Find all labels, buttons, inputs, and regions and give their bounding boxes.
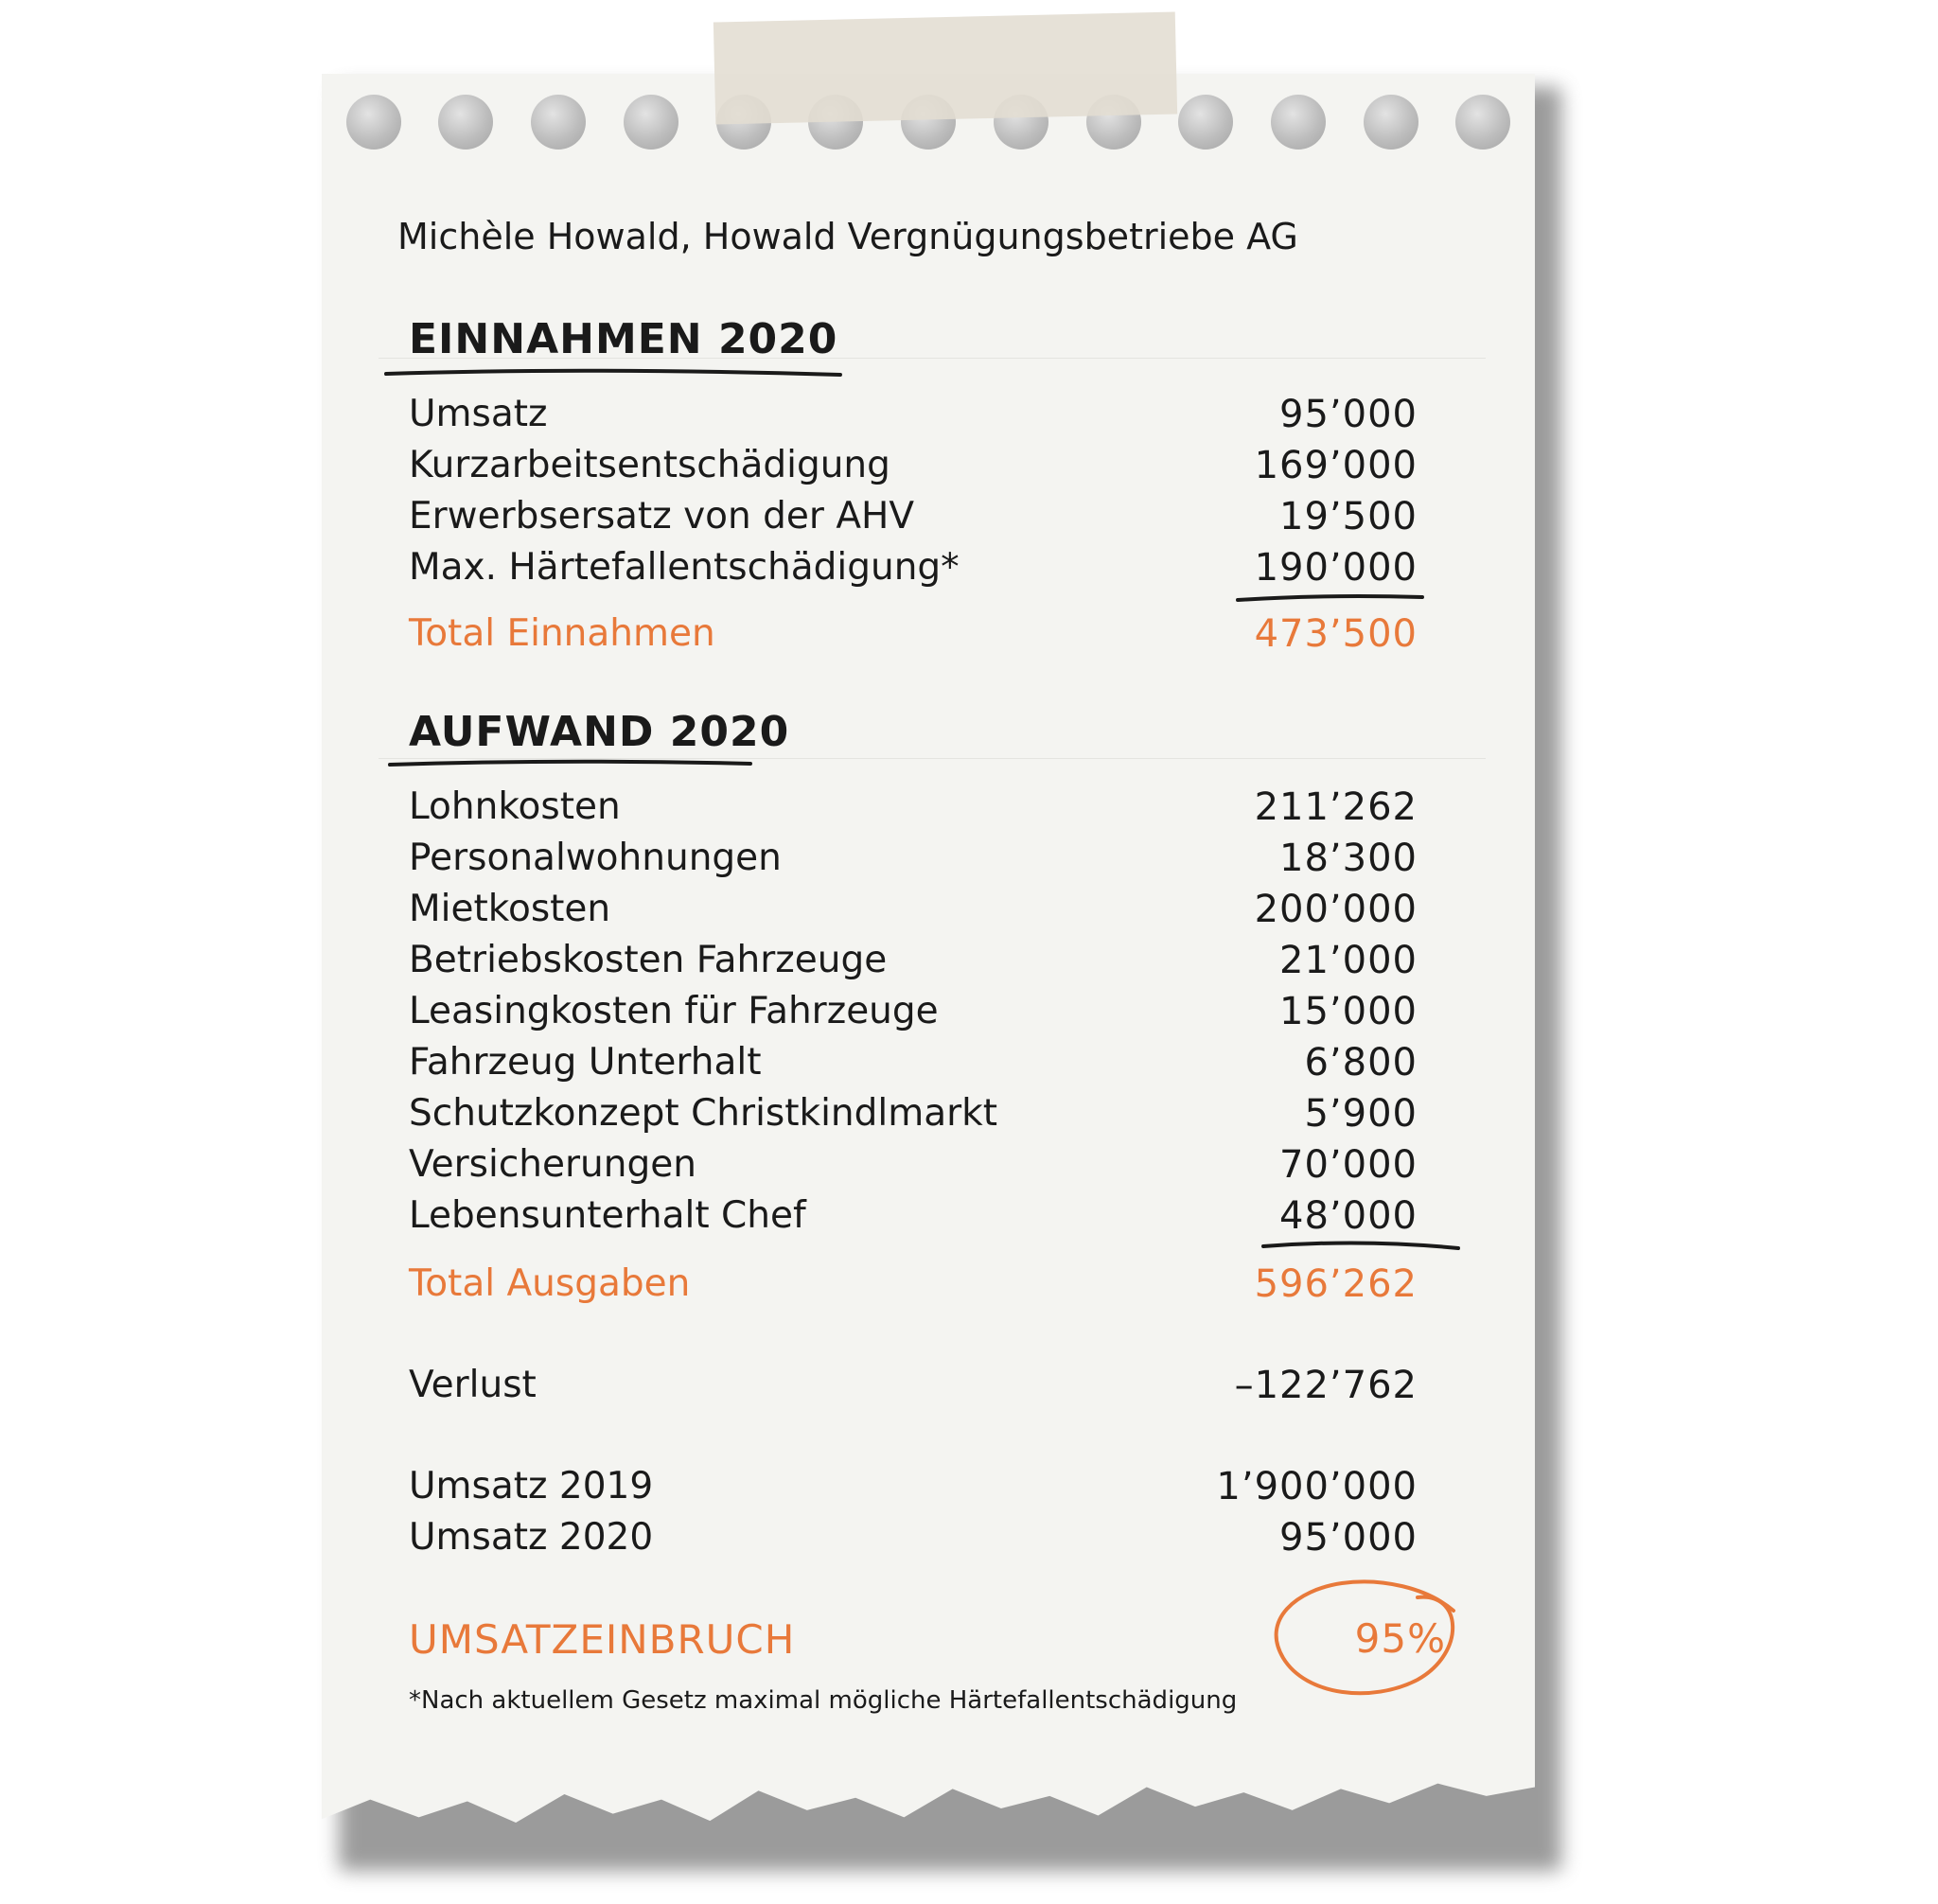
expense-item-label: Leasingkosten für Fahrzeuge: [409, 990, 939, 1032]
expense-item-label: Lebensunterhalt Chef: [409, 1194, 806, 1237]
loss-label: Verlust: [409, 1364, 537, 1406]
expense-item-value: 6’800: [1304, 1041, 1418, 1084]
expense-item-value: 48’000: [1279, 1194, 1418, 1238]
revenue-2020-value: 95’000: [1279, 1516, 1418, 1560]
expense-item-value: 21’000: [1279, 939, 1418, 982]
page-title: Michèle Howald, Howald Vergnügungsbetriebe AG: [397, 216, 1298, 257]
expense-item-label: Schutzkonzept Christkindlmarkt: [409, 1092, 998, 1135]
expense-item-label: Mietkosten: [409, 888, 611, 930]
income-item-value: 95’000: [1279, 393, 1418, 436]
expenses-heading: AUFWAND 2020: [409, 708, 790, 756]
revenue-drop-value: 95%: [1354, 1615, 1446, 1662]
expense-item-value: 18’300: [1279, 837, 1418, 880]
income-item-label: Erwerbsersatz von der AHV: [409, 495, 915, 538]
expense-item-value: 200’000: [1254, 888, 1418, 931]
income-total-value: 473’500: [1254, 612, 1418, 656]
revenue-drop-label: UMSATZEINBRUCH: [409, 1616, 796, 1663]
income-heading: EINNAHMEN 2020: [409, 315, 838, 363]
income-item-label: Kurzarbeitsentschädigung: [409, 444, 890, 486]
expense-item-label: Betriebskosten Fahrzeuge: [409, 939, 888, 981]
expense-item-value: 15’000: [1279, 990, 1418, 1033]
income-heading-underline: [386, 371, 840, 375]
income-item-label: Max. Härtefallentschädigung*: [409, 546, 960, 589]
income-item-value: 190’000: [1254, 546, 1418, 590]
income-total-label: Total Einnahmen: [409, 612, 715, 655]
loss-value: –122’762: [1234, 1364, 1418, 1407]
income-sum-line: [1238, 596, 1422, 600]
expense-item-value: 211’262: [1254, 785, 1418, 829]
expenses-sum-line: [1263, 1243, 1458, 1248]
expense-item-label: Lohnkosten: [409, 785, 621, 828]
expenses-total-label: Total Ausgaben: [409, 1262, 691, 1305]
expense-item-label: Fahrzeug Unterhalt: [409, 1041, 762, 1084]
expense-item-value: 5’900: [1304, 1092, 1418, 1136]
footnote: *Nach aktuellem Gesetz maximal mögliche Härtefallentschädigung: [409, 1686, 1238, 1715]
expenses-total-value: 596’262: [1254, 1262, 1418, 1306]
income-item-value: 19’500: [1279, 495, 1418, 538]
expense-item-label: Versicherungen: [409, 1143, 696, 1186]
income-item-value: 169’000: [1254, 444, 1418, 487]
revenue-2019-label: Umsatz 2019: [409, 1465, 654, 1507]
expense-item-value: 70’000: [1279, 1143, 1418, 1187]
expense-item-label: Personalwohnungen: [409, 837, 782, 879]
expenses-heading-underline: [390, 762, 750, 765]
revenue-2020-label: Umsatz 2020: [409, 1516, 654, 1559]
income-item-label: Umsatz: [409, 393, 548, 435]
revenue-2019-value: 1’900’000: [1216, 1465, 1418, 1508]
